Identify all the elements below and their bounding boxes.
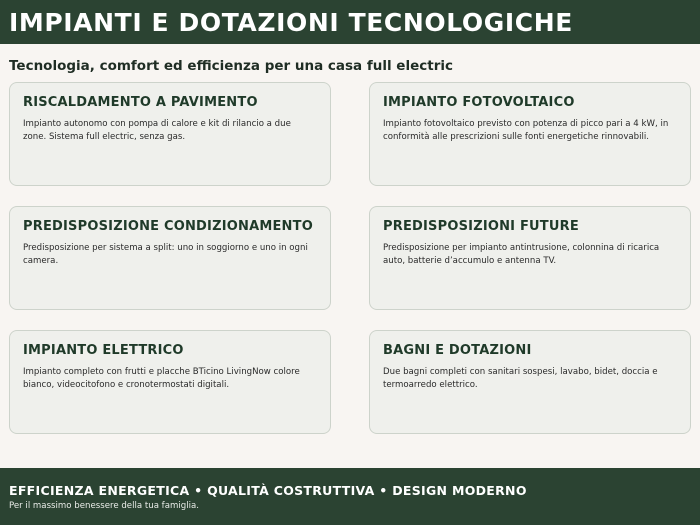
card-title: BAGNI E DOTAZIONI: [383, 343, 532, 358]
card-fotovoltaico: [369, 82, 691, 186]
card-title: IMPIANTO ELETTRICO: [23, 343, 184, 358]
card-bagni: [369, 330, 691, 434]
card-title: IMPIANTO FOTOVOLTAICO: [383, 95, 575, 110]
card-title: PREDISPOSIZIONE CONDIZIONAMENTO: [23, 219, 313, 234]
card-description: Impianto fotovoltaico previsto con potenza di picco pari a 4 kW, in conformità alle prescrizioni sulle fonti energetiche rinnovabili.: [383, 119, 669, 142]
card-condizionamento: [9, 206, 331, 310]
card-description: Impianto autonomo con pompa di calore e kit di rilancio a due zone. Sistema full electric, senza gas.: [23, 119, 291, 142]
page-title: IMPIANTI E DOTAZIONI TECNOLOGICHE: [9, 8, 573, 37]
card-description: Impianto completo con frutti e placche BTicino LivingNow colore bianco, videocitofono e cronotermostati digitali.: [23, 367, 300, 390]
card-description: Predisposizione per sistema a split: uno in soggiorno e uno in ogni camera.: [23, 243, 308, 266]
card-title: PREDISPOSIZIONI FUTURE: [383, 219, 579, 234]
card-description: Due bagni completi con sanitari sospesi, lavabo, bidet, doccia e termoarredo elettrico.: [383, 367, 658, 390]
footer-bar: [0, 468, 700, 525]
card-title: RISCALDAMENTO A PAVIMENTO: [23, 95, 258, 110]
card-predisposizioni-future: [369, 206, 691, 310]
page-subtitle: Tecnologia, comfort ed efficienza per una casa full electric: [9, 58, 453, 74]
card-impianto-elettrico: [9, 330, 331, 434]
card-riscaldamento: [9, 82, 331, 186]
card-description: Predisposizione per impianto antintrusione, colonnina di ricarica auto, batterie d’accumulo e antenna TV.: [383, 243, 660, 266]
footer-subtitle: Per il massimo benessere della tua famiglia.: [9, 501, 199, 511]
footer-tagline: EFFICIENZA ENERGETICA • QUALITÀ COSTRUTTIVA • DESIGN MODERNO: [9, 483, 527, 498]
header-bar: [0, 0, 700, 44]
